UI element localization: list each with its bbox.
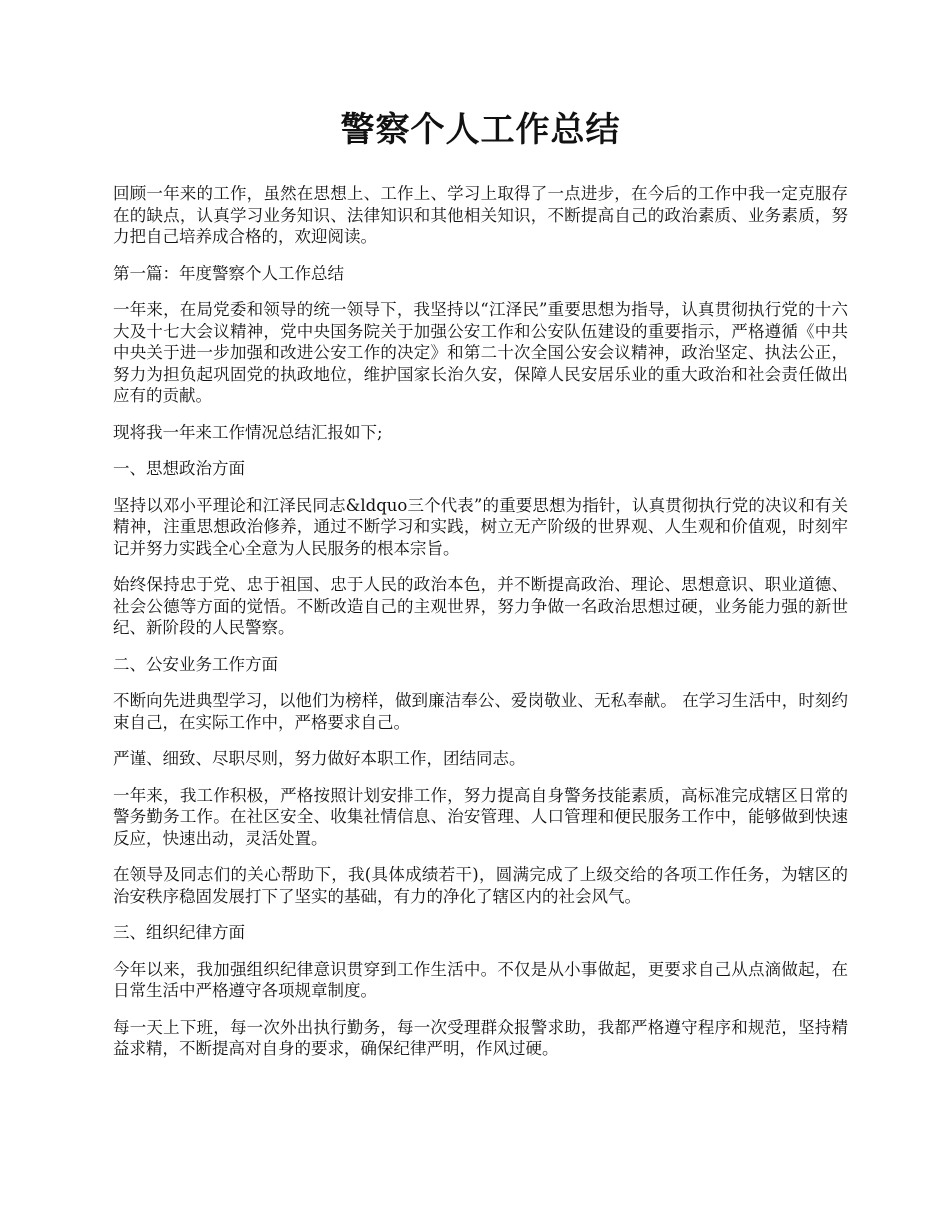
document-title: 警察个人工作总结	[340, 110, 621, 150]
body-paragraph: 现将我一年来工作情况总结汇报如下;	[113, 422, 383, 442]
document-page	[113, 112, 848, 1075]
section-heading-discipline: 三、组织纪律方面	[113, 923, 245, 943]
body-paragraph: 一年来，我工作积极，严格按照计划安排工作，努力提高自身警务技能素质，高标准完成辖区日常的警务勤务工作。在社区安全、收集社情信息、治安管理、人口管理和便民服务工作中，能够做到快速反应，快速出动，灵活处置。	[113, 785, 848, 848]
body-paragraph: 不断向先进典型学习，以他们为榜样，做到廉洁奉公、爱岗敬业、无私奉献。 在学习生活中，时刻约束自己，在实际工作中，严格要求自己。	[113, 691, 848, 732]
body-paragraph: 始终保持忠于党、忠于祖国、忠于人民的政治本色，并不断提高政治、理论、思想意识、职业道德、社会公德等方面的觉悟。不断改造自己的主观世界，努力争做一名政治思想过硬，业务能力强的新世纪、新阶段的人民警察。	[113, 575, 848, 638]
body-paragraph: 在领导及同志们的关心帮助下，我(具体成绩若干)，圆满完成了上级交给的各项工作任务，为辖区的治安秩序稳固发展打下了坚实的基础，有力的净化了辖区内的社会风气。	[113, 865, 848, 906]
body-paragraph: 一年来，在局党委和领导的统一领导下，我坚持以“江泽民”重要思想为指导，认真贯彻执行党的十六大及十七大会议精神，党中央国务院关于加强公安工作和公安队伍建设的重要指示，严格遵循《中共中央关于进一步加强和改进公安工作的决定》和第二十次全国公安会议精神，政治坚定、执法公正，努力为担负起巩固党的执政地位，维护国家长治久安，保障人民安居乐业的重大政治和社会责任做出应有的贡献。	[113, 300, 848, 406]
section-heading-police-work: 二、公安业务工作方面	[113, 654, 278, 674]
section-heading-ideology: 一、思想政治方面	[113, 459, 245, 479]
body-paragraph: 每一天上下班，每一次外出执行勤务，每一次受理群众报警求助，我都严格遵守程序和规范，坚持精益求精，不断提高对自身的要求，确保纪律严明，作风过硬。	[113, 1017, 848, 1059]
body-paragraph: 严谨、细致、尽职尽则，努力做好本职工作，团结同志。	[113, 749, 526, 769]
body-paragraph: 坚持以邓小平理论和江泽民同志&ldquo三个代表”的重要思想为指针，认真贯彻执行党的决议和有关精神，注重思想政治修养，通过不断学习和实践，树立无产阶级的世界观、人生观和价值观，时刻牢记并努力实践全心全意为人民服务的根本宗旨。	[113, 495, 848, 558]
section-heading-part-one: 第一篇：年度警察个人工作总结	[113, 263, 344, 283]
body-paragraph: 今年以来，我加强组织纪律意识贯穿到工作生活中。不仅是从小事做起，更要求自己从点滴做起，在日常生活中严格遵守各项规章制度。	[113, 959, 848, 1001]
intro-paragraph: 回顾一年来的工作，虽然在思想上、工作上、学习上取得了一点进步，在今后的工作中我一定克服存在的缺点，认真学习业务知识、法律知识和其他相关知识，不断提高自己的政治素质、业务素质，努力把自己培养成合格的，欢迎阅读。	[113, 184, 848, 247]
